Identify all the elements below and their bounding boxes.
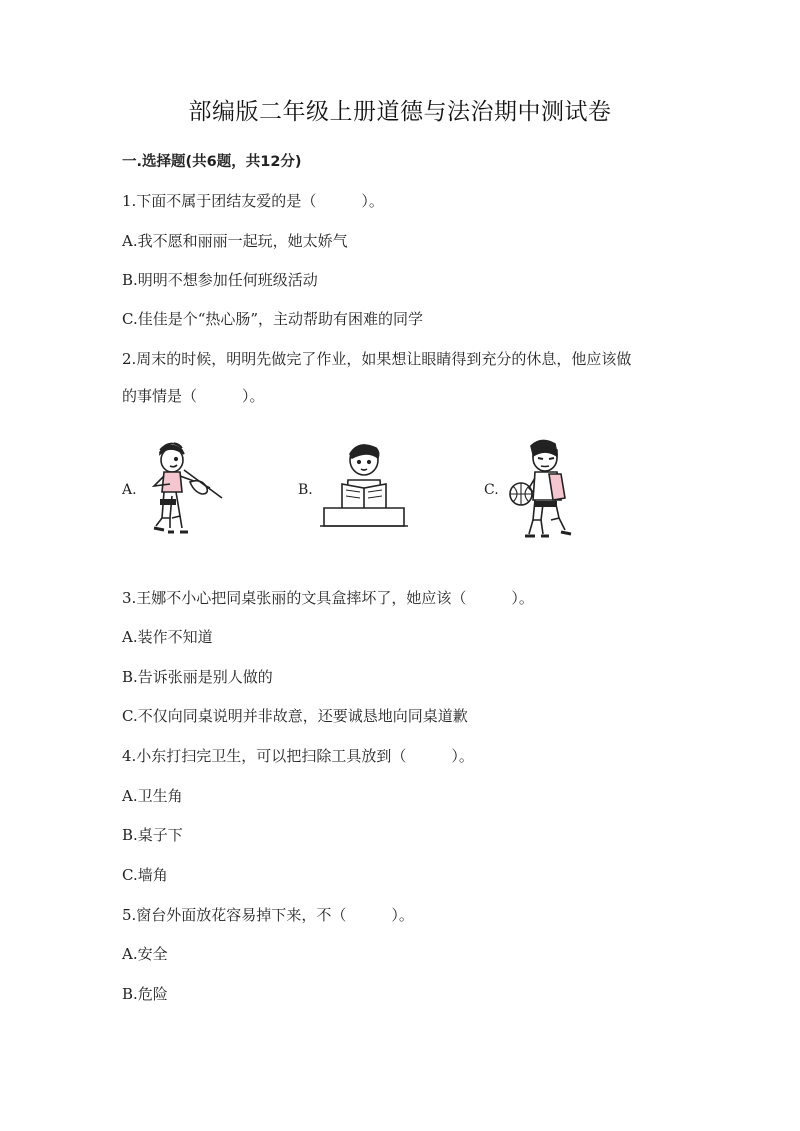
question-4-option-c: C.墙角 [122, 866, 168, 884]
question-3-option-a: A.装作不知道 [122, 628, 213, 646]
boy-playing-violin-icon [140, 440, 230, 545]
question-2-option-a-label: A. [122, 482, 137, 498]
page-title: 部编版二年级上册道德与法治期中测试卷 [188, 99, 612, 125]
boy-playing-basketball-icon [505, 438, 580, 543]
question-2-option-c-label: C. [484, 482, 499, 498]
question-2-stem-line-2: 的事情是（ ）。 [122, 387, 265, 405]
question-5-stem: 5.窗台外面放花容易掉下来，不（ ）。 [122, 906, 414, 924]
boy-reading-book-icon [318, 438, 410, 530]
question-1-option-a: A.我不愿和丽丽一起玩，她太娇气 [122, 232, 348, 250]
question-3-option-c: C.不仅向同桌说明并非故意，还要诚恳地向同桌道歉 [122, 707, 468, 725]
question-2-stem-line-1: 2.周末的时候，明明先做完了作业，如果想让眼睛得到充分的休息，他应该做 [122, 350, 632, 368]
question-4-option-b: B.桌子下 [122, 826, 183, 844]
question-4-option-a: A.卫生角 [122, 787, 183, 805]
question-5-option-b: B.危险 [122, 985, 168, 1003]
question-4-stem: 4.小东打扫完卫生，可以把扫除工具放到（ ）。 [122, 747, 474, 765]
question-3-stem: 3.王娜不小心把同桌张丽的文具盒摔坏了，她应该（ ）。 [122, 589, 534, 607]
question-1-option-c: C.佳佳是个“热心肠”，主动帮助有困难的同学 [122, 310, 424, 328]
question-1-stem: 1.下面不属于团结友爱的是（ ）。 [122, 192, 384, 210]
section-heading: 一.选择题(共6题，共12分) [122, 154, 302, 170]
question-2-option-b-label: B. [298, 482, 313, 498]
question-5-option-a: A.安全 [122, 945, 168, 963]
question-3-option-b: B.告诉张丽是别人做的 [122, 668, 273, 686]
question-1-option-b: B.明明不想参加任何班级活动 [122, 271, 318, 289]
